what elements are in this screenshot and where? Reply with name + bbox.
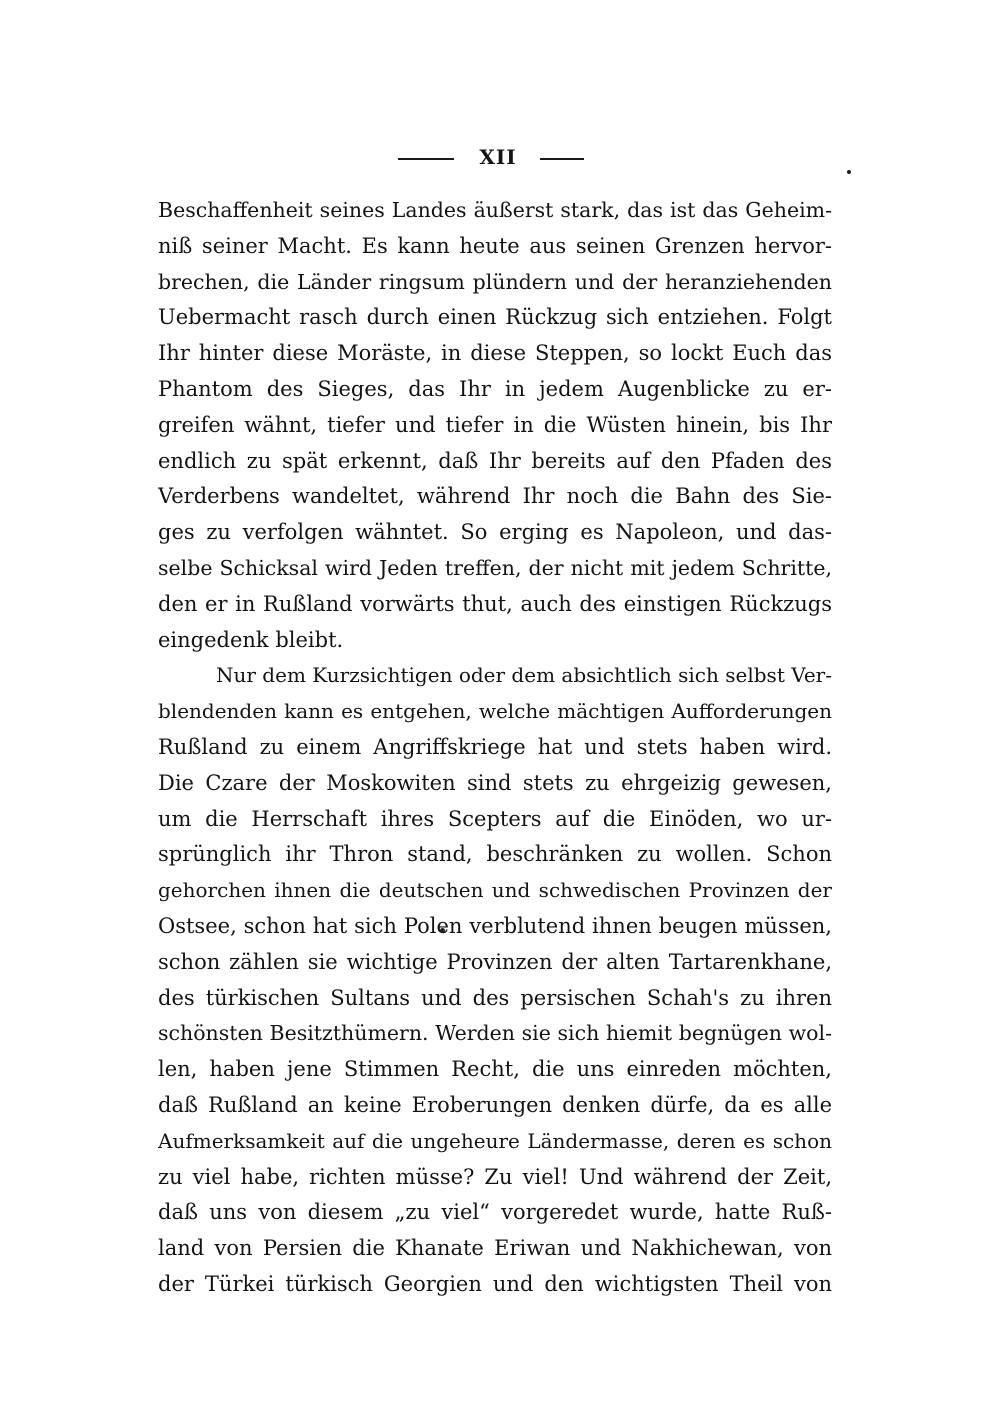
text-line: selbe Schicksal wird Jeden treffen, der nicht mit jedem Schritte, bbox=[158, 555, 832, 580]
text-line: des türkischen Sultans und des persischen Schah's zu ihren bbox=[158, 985, 832, 1010]
header-rule-left bbox=[398, 158, 454, 160]
text-line: gehorchen ihnen die deutschen und schwedischen Provinzen der bbox=[158, 878, 832, 903]
text-line: endlich zu spät erkennt, daß Ihr bereits auf den Pfaden des bbox=[158, 448, 832, 473]
text-line: Verderbens wandeltet, während Ihr noch die Bahn des Sie- bbox=[158, 484, 832, 509]
body-text bbox=[158, 193, 832, 1303]
text-line: daß Rußland an keine Eroberungen denken dürfe, da es alle bbox=[158, 1092, 832, 1117]
text-line: schönsten Besitzthümern. Werden sie sich hiemit begnügen wol- bbox=[158, 1021, 832, 1046]
text-line: niß seiner Macht. Es kann heute aus seinen Grenzen hervor- bbox=[158, 233, 832, 258]
text-line: len, haben jene Stimmen Recht, die uns einreden möchten, bbox=[158, 1057, 832, 1082]
text-line: greifen wähnt, tiefer und tiefer in die Wüsten hinein, bis Ihr bbox=[158, 412, 832, 437]
text-line: schon zählen sie wichtige Provinzen der alten Tartarenkhane, bbox=[158, 949, 832, 974]
text-line: eingedenk bleibt. bbox=[158, 627, 344, 652]
text-line: ges zu verfolgen wähntet. So erging es Napoleon, und das- bbox=[158, 520, 832, 545]
text-line: Beschaffenheit seines Landes äußerst stark, das ist das Geheim- bbox=[158, 198, 832, 222]
page-header bbox=[0, 143, 1000, 173]
text-line: zu viel habe, richten müsse? Zu viel! Und während der Zeit, bbox=[158, 1164, 832, 1189]
text-line: Ostsee, schon hat sich Polen verblutend ihnen beugen müssen, bbox=[158, 913, 832, 938]
paragraph-2 bbox=[158, 658, 832, 1302]
speck-mark bbox=[847, 170, 851, 174]
header-rule-right bbox=[540, 158, 584, 160]
text-line: Phantom des Sieges, das Ihr in jedem Augenblicke zu er- bbox=[158, 376, 832, 401]
text-line: Aufmerksamkeit auf die ungeheure Ländermasse, deren es schon bbox=[158, 1128, 832, 1153]
text-line: um die Herrschaft ihres Scepters auf die Einöden, wo ur- bbox=[158, 806, 832, 831]
page-number: XII bbox=[479, 145, 517, 169]
text-line: sprünglich ihr Thron stand, beschränken zu wollen. Schon bbox=[158, 842, 832, 867]
text-line: Uebermacht rasch durch einen Rückzug sich entziehen. Folgt bbox=[158, 305, 832, 330]
text-line: daß uns von diesem „zu viel“ vorgeredet wurde, hatte Ruß- bbox=[158, 1200, 832, 1225]
text-line: blendenden kann es entgehen, welche mächtigen Aufforderungen bbox=[158, 699, 832, 724]
text-line: brechen, die Länder ringsum plündern und der heranziehenden bbox=[158, 269, 832, 294]
text-line: Ihr hinter diese Moräste, in diese Steppen, so lockt Euch das bbox=[158, 341, 832, 366]
text-line: Nur dem Kurzsichtigen oder dem absichtlich sich selbst Ver- bbox=[216, 663, 832, 688]
text-line: land von Persien die Khanate Eriwan und Nakhichewan, von bbox=[158, 1236, 832, 1261]
text-line: Die Czare der Moskowiten sind stets zu ehrgeizig gewesen, bbox=[158, 770, 832, 795]
text-line: der Türkei türkisch Georgien und den wichtigsten Theil von bbox=[158, 1271, 832, 1296]
paragraph-1 bbox=[158, 193, 832, 658]
text-line: Rußland zu einem Angriffskriege hat und stets haben wird. bbox=[158, 734, 832, 759]
text-line: den er in Rußland vorwärts thut, auch des einstigen Rückzugs bbox=[158, 591, 832, 616]
